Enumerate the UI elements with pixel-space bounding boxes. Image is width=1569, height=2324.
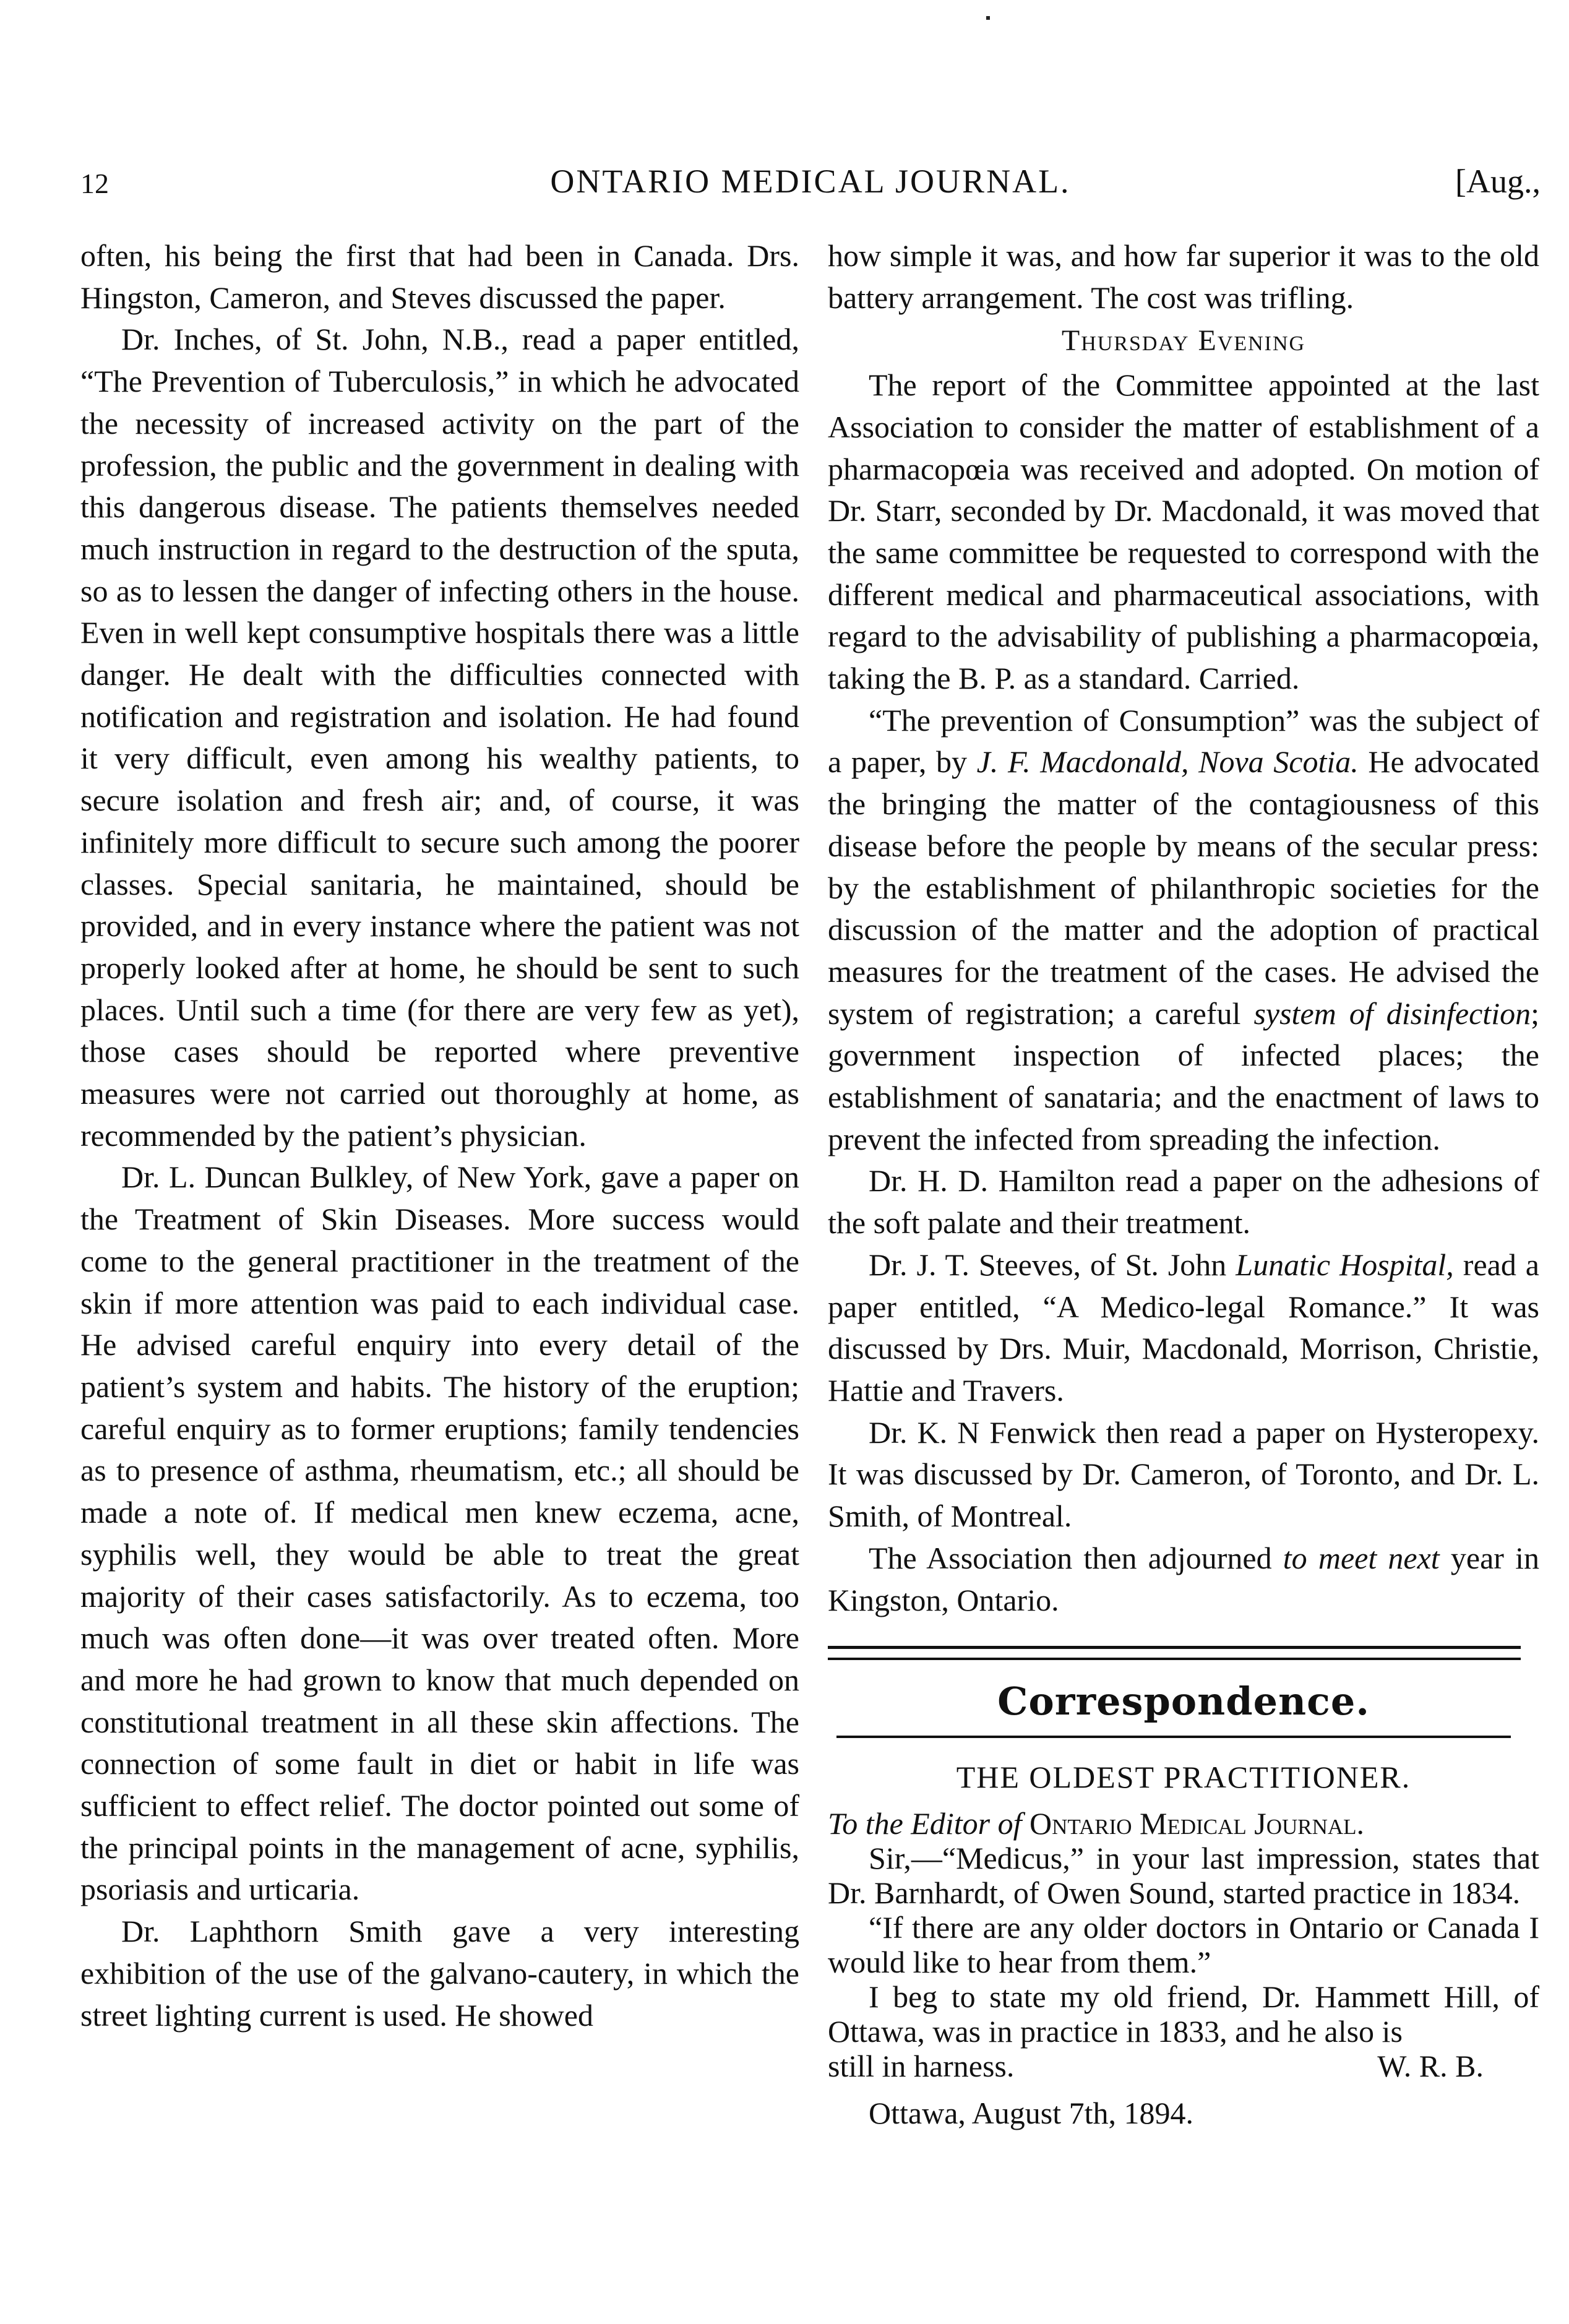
paragraph: “The prevention of Consumption” was the subject of a paper, by J. F. Macdonald, Nova Scotia. He advocated the bringing the matter of the contagiousness of this disease before the people by means of the secular press: by the establishment of philanthropic societies for the discussion of the matter and the adoption of practical measures for the treatment of the cases. He advised the system of registration; a careful system of disinfection; government inspection of infected places; the establishment of sanataria; and the enactment of laws to prevent the infected from spreading the infection. (828, 702, 1540, 1156)
paragraph-continuation: how simple it was, and how far superior it was to the old battery arrangement. The cost was trifling. (828, 238, 1539, 315)
paragraph: often, his being the first that had been in Canada. Drs. Hingston, Cameron, and Steves discussed the paper. (80, 238, 799, 315)
right-column (828, 235, 1539, 2130)
paragraph: Dr. K. N Fenwick then read a paper on Hysteropexy. It was discussed by Dr. Cameron, of Toronto, and Dr. L. Smith, of Montreal. (828, 1414, 1539, 1534)
paragraph: I beg to state my old friend, Dr. Hammett Hill, of Ottawa, was in practice in 1833, and he also is (828, 1979, 1539, 2049)
running-month: [Aug., (1455, 163, 1541, 200)
signature-line: still in harness. W. R. B. (828, 2048, 1484, 2083)
paragraph: Dr. J. T. Steeves, of St. John Lunatic Hospital, read a paper entitled, “A Medico-legal Romance.” It was discussed by Drs. Muir, Macdonald, Morrison, Christie, Hattie and Travers. (828, 1247, 1539, 1408)
paragraph: Sir,—“Medicus,” in your last impression, states that Dr. Barnhardt, of Owen Sound, started practice in 1834. (828, 1840, 1539, 1910)
paragraph: Dr. L. Duncan Bulkley, of New York, gave a paper on the Treatment of Skin Diseases. More success would come to the general practitioner in the treatment of the skin if more attention was paid to each individual case. He advised careful enquiry into every detail of the patient’s system and habits. The history of the eruption; careful enquiry as to former eruptions; family tendencies as to presence of asthma, rheumatism, etc.; all should be made a note of. If medical men knew eczema, acne, syphilis well, they would be able to treat the great majority of their cases satisfactorily. As to eczema, too much was often done—it was over treated often. More and more he had grown to know that much depended on constitutional treatment in all these skin affections. The connection of some fault in diet or habit in life was sufficient to effect relief. The doctor pointed out some of the principal points in the management of acne, syphilis, psoriasis and urticaria. (80, 1160, 799, 1907)
journal-title: ONTARIO MEDICAL JOURNAL. (550, 163, 1071, 200)
left-column (80, 235, 799, 2036)
section-title-correspondence: Correspondence. (997, 1679, 1370, 1724)
signature: W. R. B. (1377, 2048, 1484, 2083)
paragraph: “If there are any older doctors in Ontario or Canada I would like to hear from them.” (828, 1909, 1539, 1979)
scan-speck (986, 16, 990, 20)
subheading-thursday-evening: Thursday Evening (1061, 324, 1306, 358)
paragraph: The report of the Committee appointed at the last Association to consider the matter of establishment of a pharmacopœia was received and adopted. On motion of Dr. Starr, seconded by Dr. Macdonald, it was moved that the same committee be requested to correspond with the different medical and pharmaceutical associations, with regard to the advisability of publishing a pharmacopœia, taking the B. P. as a standard. Carried. (828, 368, 1539, 696)
double-rule-divider (828, 1646, 1521, 1660)
dateline: Ottawa, August 7th, 1894. (869, 2095, 1193, 2130)
running-header (80, 162, 1541, 205)
salutation: To the Editor of Ontario Medical Journal. (828, 1805, 1365, 1841)
paragraph: Dr. H. D. Hamilton read a paper on the adhesions of the soft palate and their treatment. (828, 1163, 1539, 1241)
paragraph: Dr. Inches, of St. John, N.B., read a paper entitled, “The Prevention of Tuberculosis,” in which he advocated the necessity of increased activity on the part of the profession, the public and the government in dealing with this dangerous disease. The patients themselves needed much instruction in regard to the destruction of the sputa, so as to lessen the danger of infecting others in the house. Even in well kept consumptive hospitals there was a little danger. He dealt with the difficulties connected with notification and registration and isolation. He had found it very difficult, even among his wealthy patients, to secure isolation and fresh air; and, of course, it was infinitely more difficult to secure such among the poorer classes. Special sanitaria, he maintained, should be provided, and in every instance where the patient was not properly looked after at home, he should be sent to such places. Until such a time (for there are very few as yet), those cases should be reported where preventive measures were not carried out thoroughly at home, as recommended by the patient’s physician. (80, 322, 799, 1153)
author-name: J. F. Macdonald, Nova Scotia. (976, 744, 1359, 780)
single-rule-divider (836, 1736, 1511, 1738)
paragraph: The Association then adjourned to meet next year in Kingston, Ontario. (828, 1540, 1539, 1617)
letter-body (828, 1806, 1539, 2130)
paragraph: Dr. Laphthorn Smith gave a very interesting exhibition of the use of the galvano-cautery, in which the street lighting current is used. He showed (80, 1914, 799, 2033)
page-number: 12 (80, 168, 109, 199)
article-title: THE OLDEST PRACTITIONER. (956, 1760, 1411, 1795)
